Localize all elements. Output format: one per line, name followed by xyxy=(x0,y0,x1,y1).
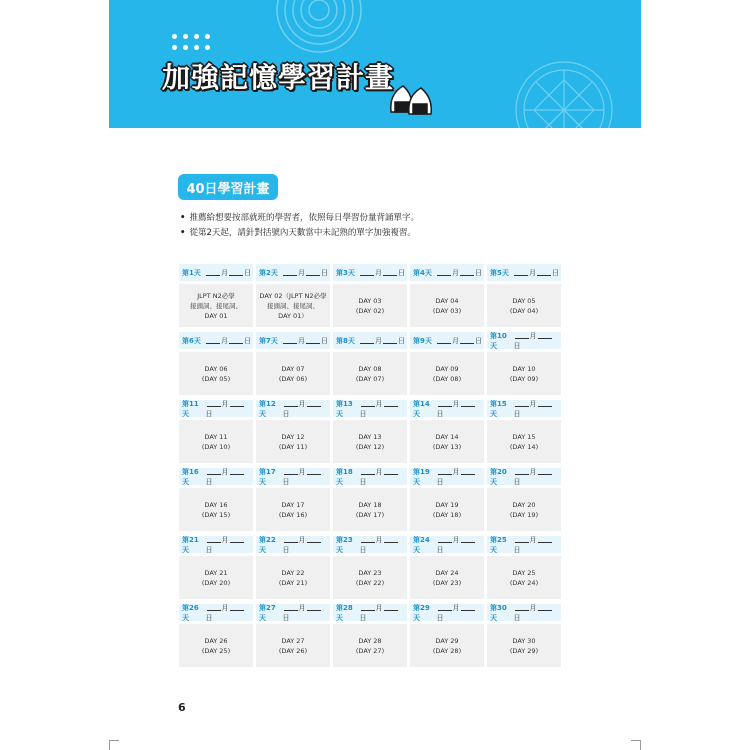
schedule-day-content: DAY 22 (DAY 21) xyxy=(256,556,330,599)
day-label: 第1天 xyxy=(182,268,201,277)
schedule-day-header xyxy=(179,264,253,281)
day-unit-label: 日 xyxy=(359,477,367,486)
date-fill-in[interactable] xyxy=(283,603,329,623)
date-fill-in[interactable] xyxy=(205,336,251,346)
day-unit-label: 日 xyxy=(359,613,367,622)
day-label: 第3天 xyxy=(336,268,355,277)
schedule-day-content: DAY 07 (DAY 06) xyxy=(256,352,330,395)
schedule-day-header xyxy=(333,400,407,417)
date-fill-in[interactable] xyxy=(283,535,329,555)
schedule-day-content: DAY 06 (DAY 05) xyxy=(179,352,253,395)
month-label: 月 xyxy=(298,603,306,612)
crop-mark xyxy=(109,740,110,750)
month-label: 月 xyxy=(529,268,536,277)
day-unit-label: 日 xyxy=(321,336,328,345)
day-unit-label: 日 xyxy=(436,409,444,418)
schedule-day-content: DAY 19 (DAY 18) xyxy=(410,488,484,531)
day-unit-label: 日 xyxy=(513,613,521,622)
date-fill-in[interactable] xyxy=(514,399,560,419)
day-unit-label: 日 xyxy=(513,477,521,486)
day-unit-label: 日 xyxy=(282,613,290,622)
schedule-day-header xyxy=(179,400,253,417)
month-label: 月 xyxy=(298,535,306,544)
schedule-day-header xyxy=(487,536,561,553)
schedule-day-header xyxy=(333,604,407,621)
schedule-day-header xyxy=(256,536,330,553)
schedule-day-content: DAY 18 (DAY 17) xyxy=(333,488,407,531)
date-fill-in[interactable] xyxy=(360,399,406,419)
day-label: 第18天 xyxy=(336,467,353,486)
schedule-day-header xyxy=(256,604,330,621)
schedule-day-content: DAY 13 (DAY 12) xyxy=(333,420,407,463)
schedule-day-header xyxy=(179,468,253,485)
date-fill-in[interactable] xyxy=(360,467,406,487)
date-fill-in[interactable] xyxy=(437,399,483,419)
month-label: 月 xyxy=(452,535,460,544)
schedule-day-header xyxy=(333,536,407,553)
schedule-day-header xyxy=(256,400,330,417)
day-label: 第17天 xyxy=(259,467,276,486)
schedule-day-header xyxy=(410,536,484,553)
section-label: 40日學習計畫 xyxy=(178,174,278,200)
schedule-day-header xyxy=(179,604,253,621)
schedule-day-header xyxy=(487,332,561,349)
schedule-day-content: DAY 14 (DAY 13) xyxy=(410,420,484,463)
schedule-day-content: DAY 12 (DAY 11) xyxy=(256,420,330,463)
month-label: 月 xyxy=(529,603,537,612)
date-fill-in[interactable] xyxy=(514,467,560,487)
date-fill-in[interactable] xyxy=(437,467,483,487)
month-label: 月 xyxy=(298,268,305,277)
day-unit-label: 日 xyxy=(513,545,521,554)
date-fill-in[interactable] xyxy=(205,268,251,278)
day-label: 第10天 xyxy=(490,331,507,350)
day-unit-label: 日 xyxy=(436,477,444,486)
date-fill-in[interactable] xyxy=(283,467,329,487)
date-fill-in[interactable] xyxy=(282,268,328,278)
day-unit-label: 日 xyxy=(205,409,213,418)
schedule-day-header xyxy=(487,400,561,417)
month-label: 月 xyxy=(375,467,383,476)
day-unit-label: 日 xyxy=(475,336,482,345)
day-label: 第9天 xyxy=(413,336,432,345)
schedule-day-content: DAY 28 (DAY 27) xyxy=(333,624,407,667)
instruction-list xyxy=(180,211,419,241)
date-fill-in[interactable] xyxy=(206,467,252,487)
month-label: 月 xyxy=(298,467,306,476)
crop-mark xyxy=(631,740,641,741)
schedule-day-content: DAY 26 (DAY 25) xyxy=(179,624,253,667)
month-label: 月 xyxy=(452,336,459,345)
date-fill-in[interactable] xyxy=(514,331,560,351)
schedule-day-content: DAY 04 (DAY 03) xyxy=(410,284,484,327)
schedule-day-content: DAY 02（JLPT N2必學 接頭詞、接尾詞、 DAY 01） xyxy=(256,284,330,327)
day-unit-label: 日 xyxy=(282,545,290,554)
day-unit-label: 日 xyxy=(398,336,405,345)
schedule-day-content: DAY 29 (DAY 28) xyxy=(410,624,484,667)
schedule-day-header xyxy=(410,332,484,349)
schedule-day-content: DAY 10 (DAY 09) xyxy=(487,352,561,395)
day-label: 第24天 xyxy=(413,535,430,554)
day-unit-label: 日 xyxy=(282,477,290,486)
asanoha-pattern-icon xyxy=(514,60,614,128)
schedule-day-header xyxy=(256,468,330,485)
schedule-day-content: DAY 03 (DAY 02) xyxy=(333,284,407,327)
day-unit-label: 日 xyxy=(359,545,367,554)
schedule-day-header xyxy=(487,264,561,281)
month-label: 月 xyxy=(375,268,382,277)
date-fill-in[interactable] xyxy=(206,399,252,419)
month-label: 月 xyxy=(221,467,229,476)
date-fill-in[interactable] xyxy=(514,603,560,623)
page-title: 加強記憶學習計畫 xyxy=(162,61,395,94)
day-unit-label: 日 xyxy=(513,341,521,350)
schedule-day-content: DAY 25 (DAY 24) xyxy=(487,556,561,599)
page-number: 6 xyxy=(178,701,186,714)
day-label: 第7天 xyxy=(259,336,278,345)
day-unit-label: 日 xyxy=(398,268,405,277)
schedule-day-content: DAY 17 (DAY 16) xyxy=(256,488,330,531)
day-label: 第30天 xyxy=(490,603,507,622)
schedule-day-header xyxy=(256,264,330,281)
day-unit-label: 日 xyxy=(359,409,367,418)
day-label: 第23天 xyxy=(336,535,353,554)
month-label: 月 xyxy=(298,336,305,345)
day-unit-label: 日 xyxy=(552,268,559,277)
schedule-day-header xyxy=(487,468,561,485)
schedule-day-header xyxy=(333,332,407,349)
schedule-day-content: DAY 20 (DAY 19) xyxy=(487,488,561,531)
month-label: 月 xyxy=(452,467,460,476)
month-label: 月 xyxy=(221,535,229,544)
day-unit-label: 日 xyxy=(513,409,521,418)
day-label: 第8天 xyxy=(336,336,355,345)
schedule-day-header xyxy=(179,332,253,349)
date-fill-in[interactable] xyxy=(283,399,329,419)
schedule-day-header xyxy=(410,604,484,621)
schedule-day-content: DAY 30 (DAY 29) xyxy=(487,624,561,667)
day-label: 第25天 xyxy=(490,535,507,554)
date-fill-in[interactable] xyxy=(436,336,482,346)
month-label: 月 xyxy=(375,535,383,544)
month-label: 月 xyxy=(452,399,460,408)
day-label: 第15天 xyxy=(490,399,507,418)
seigaiha-pattern-icon xyxy=(274,0,364,60)
month-label: 月 xyxy=(221,268,228,277)
day-unit-label: 日 xyxy=(205,545,213,554)
date-fill-in[interactable] xyxy=(436,268,482,278)
day-unit-label: 日 xyxy=(205,613,213,622)
day-label: 第22天 xyxy=(259,535,276,554)
header-banner xyxy=(109,0,641,128)
crop-mark xyxy=(109,740,119,741)
schedule-grid xyxy=(179,264,561,667)
date-fill-in[interactable] xyxy=(359,268,405,278)
month-label: 月 xyxy=(375,336,382,345)
schedule-day-content: DAY 11 (DAY 10) xyxy=(179,420,253,463)
day-label: 第26天 xyxy=(182,603,199,622)
day-label: 第20天 xyxy=(490,467,507,486)
month-label: 月 xyxy=(221,336,228,345)
instruction-item: • 從第2天起，請針對括號內天數當中未記熟的單字加強複習。 xyxy=(180,226,419,241)
day-unit-label: 日 xyxy=(475,268,482,277)
schedule-day-header xyxy=(333,468,407,485)
date-fill-in[interactable] xyxy=(360,603,406,623)
day-label: 第14天 xyxy=(413,399,430,418)
day-label: 第2天 xyxy=(259,268,278,277)
month-label: 月 xyxy=(298,399,306,408)
month-label: 月 xyxy=(529,331,537,340)
day-label: 第16天 xyxy=(182,467,199,486)
day-label: 第4天 xyxy=(413,268,432,277)
month-label: 月 xyxy=(529,467,537,476)
day-label: 第5天 xyxy=(490,268,509,277)
day-unit-label: 日 xyxy=(321,268,328,277)
month-label: 月 xyxy=(221,603,229,612)
date-fill-in[interactable] xyxy=(206,603,252,623)
schedule-day-content: DAY 27 (DAY 26) xyxy=(256,624,330,667)
day-label: 第21天 xyxy=(182,535,199,554)
schedule-day-header xyxy=(256,332,330,349)
date-fill-in[interactable] xyxy=(437,535,483,555)
month-label: 月 xyxy=(452,603,460,612)
schedule-day-header xyxy=(333,264,407,281)
day-unit-label: 日 xyxy=(282,409,290,418)
day-unit-label: 日 xyxy=(205,477,213,486)
day-unit-label: 日 xyxy=(244,268,251,277)
crop-mark xyxy=(640,740,641,750)
schedule-day-content: DAY 08 (DAY 07) xyxy=(333,352,407,395)
schedule-day-header xyxy=(487,604,561,621)
instruction-item: • 推薦給想要按部就班的學習者，依照每日學習份量背誦單字。 xyxy=(180,211,419,226)
date-fill-in[interactable] xyxy=(282,336,328,346)
schedule-day-content: DAY 23 (DAY 22) xyxy=(333,556,407,599)
day-label: 第11天 xyxy=(182,399,199,418)
day-unit-label: 日 xyxy=(244,336,251,345)
day-label: 第13天 xyxy=(336,399,353,418)
date-fill-in[interactable] xyxy=(360,535,406,555)
month-label: 月 xyxy=(375,603,383,612)
date-fill-in[interactable] xyxy=(513,268,559,278)
schedule-day-content: DAY 21 (DAY 20) xyxy=(179,556,253,599)
month-label: 月 xyxy=(529,399,537,408)
month-label: 月 xyxy=(375,399,383,408)
day-label: 第6天 xyxy=(182,336,201,345)
date-fill-in[interactable] xyxy=(514,535,560,555)
schedule-day-content: DAY 05 (DAY 04) xyxy=(487,284,561,327)
day-label: 第29天 xyxy=(413,603,430,622)
schedule-day-content: JLPT N2必學 接頭詞、接尾詞、 DAY 01 xyxy=(179,284,253,327)
date-fill-in[interactable] xyxy=(437,603,483,623)
onigiri-icon xyxy=(387,80,435,120)
schedule-day-content: DAY 16 (DAY 15) xyxy=(179,488,253,531)
day-label: 第12天 xyxy=(259,399,276,418)
schedule-day-content: DAY 24 (DAY 23) xyxy=(410,556,484,599)
schedule-day-content: DAY 15 (DAY 14) xyxy=(487,420,561,463)
day-label: 第28天 xyxy=(336,603,353,622)
schedule-day-header xyxy=(179,536,253,553)
month-label: 月 xyxy=(221,399,229,408)
schedule-day-content: DAY 09 (DAY 08) xyxy=(410,352,484,395)
day-label: 第19天 xyxy=(413,467,430,486)
schedule-day-header xyxy=(410,400,484,417)
month-label: 月 xyxy=(529,535,537,544)
schedule-day-header xyxy=(410,264,484,281)
month-label: 月 xyxy=(452,268,459,277)
day-unit-label: 日 xyxy=(436,613,444,622)
date-fill-in[interactable] xyxy=(359,336,405,346)
day-label: 第27天 xyxy=(259,603,276,622)
date-fill-in[interactable] xyxy=(206,535,252,555)
day-unit-label: 日 xyxy=(436,545,444,554)
schedule-day-header xyxy=(410,468,484,485)
